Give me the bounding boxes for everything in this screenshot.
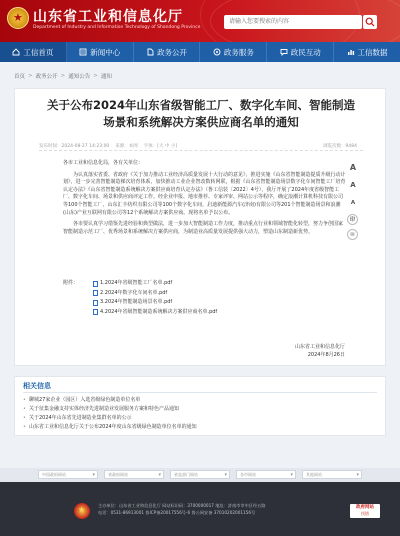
- pdf-icon: [93, 290, 98, 296]
- nav-item-news[interactable]: [67, 42, 134, 62]
- nav-label: 政务服务: [223, 47, 254, 57]
- attachment-name: 2.2024年数字化车间名单.pdf: [100, 289, 168, 296]
- signature-date: 2024年8月26日: [307, 352, 345, 358]
- signature-org: 山东省工业和信息化厅: [294, 344, 345, 350]
- search-input[interactable]: [224, 15, 362, 29]
- site-links-bar: [0, 468, 400, 482]
- related-link[interactable]: • 关于征集金融支持实体经济先进制造业发展服务方案和特色产品通知: [23, 405, 377, 414]
- attachment-link[interactable]: [93, 308, 217, 318]
- body-paragraph: 为认真落实省委、省政府《关于加力推动工业经济高质量发展十大行动的意见》，推进实施《山东省智能制造提质升级行动计划》，进一步完善智能制造梯次培育体系，加快推动工业企业智改数转网联，根据《山东省智能制造场景数字化车间智能工厂培育认定办法》《山东省智能制造系统解决方案供应商培育认定办法》（鲁工信装〔2022〕4号），我厅开展了2024年度省级智能工厂、数字化车间、场景和供应商评定工作。经企业申报、地市推荐、专家评审、网站公示等程序，确定浪潮计算机科技有限公司等100个智能工厂、山东汇丰纺织有限公司等100个数字化车间，启迪新能源汽车(济南)有限公司等201个智能制造场景和浪潮(山东)产业互联网有限公司等12个系统解决方案供应商。现将名单予以公布。: [63, 171, 346, 216]
- article-meta: [39, 141, 363, 151]
- links-select-cities[interactable]: 各市网站 ▾: [236, 470, 296, 479]
- links-select-departments[interactable]: 省直部门网站 ▾: [170, 470, 230, 479]
- email-share-button[interactable]: ✉: [347, 229, 358, 240]
- related-list: [23, 396, 377, 432]
- main-nav: [0, 42, 400, 62]
- attachment-link[interactable]: [93, 298, 217, 308]
- meta-font-size[interactable]: 字体：[大 中 小]: [143, 143, 178, 149]
- home-icon: [12, 48, 20, 56]
- article-title: 关于公布2024年山东省级智能工厂、数字化车间、智能制造场景和系统解决方案供应商名单的通知: [46, 98, 355, 129]
- site-title[interactable]: 山东省工业和信息化厅: [33, 9, 183, 25]
- nav-item-interaction[interactable]: [267, 42, 334, 62]
- links-select-province[interactable]: 省政府网站 ▾: [104, 470, 164, 479]
- signature-block: [295, 343, 345, 359]
- attachment-name: 3.2024年智能制造场景名单.pdf: [100, 299, 173, 305]
- service-icon: [213, 48, 221, 56]
- breadcrumb-separator: >: [28, 73, 33, 79]
- site-header: [0, 0, 400, 42]
- nav-label: 政民互动: [290, 47, 321, 57]
- footer-info: [98, 502, 266, 516]
- chat-icon: [280, 48, 288, 56]
- side-toolbar: [347, 160, 361, 244]
- breadcrumb-notices[interactable]: 通知公告: [68, 74, 91, 80]
- pdf-icon: [93, 300, 98, 306]
- related-title: 相关信息: [23, 382, 51, 390]
- font-small-button[interactable]: A: [350, 200, 356, 206]
- search-icon: [365, 17, 375, 27]
- breadcrumb-gov-open[interactable]: 政务公开: [35, 74, 58, 80]
- breadcrumb-separator: >: [60, 73, 66, 79]
- document-icon: [146, 48, 154, 56]
- nav-label: 政务公开: [157, 47, 188, 57]
- related-link[interactable]: • 聊城27家企业（园区）入选省级绿色制造单位名单: [23, 396, 377, 405]
- search-button[interactable]: [363, 15, 377, 29]
- pdf-icon: [93, 281, 98, 287]
- nav-item-gov-service[interactable]: [200, 42, 267, 62]
- links-select-gov[interactable]: 中国政府网站 ▾: [38, 470, 98, 479]
- links-select-other[interactable]: 其他网站 ▾: [302, 470, 362, 479]
- attachment-name: 4.2024年省级智能制造系统解决方案供应商名单.pdf: [100, 308, 218, 315]
- site-subtitle: Department of Industry and Information Technology of Shandong Province: [33, 25, 201, 30]
- breadcrumb-home[interactable]: 首页: [14, 74, 26, 80]
- article-card: [14, 88, 386, 366]
- font-large-button[interactable]: A: [349, 162, 357, 172]
- attachment-link[interactable]: [93, 289, 217, 299]
- attachment-link[interactable]: [93, 279, 217, 289]
- footer-line: 电话：0531-86913001 鲁ICP备20017556号-6 鲁公网安备 37010202001156号: [98, 510, 256, 515]
- related-link[interactable]: • 关于2024年山东省先进制造业集群名单的公示: [23, 414, 377, 423]
- site-footer: [0, 482, 400, 536]
- related-info: [14, 376, 386, 436]
- meta-views: 浏览次数：9484: [323, 143, 357, 149]
- badge-title: 政府网站: [356, 505, 374, 510]
- attachment-name: 1.2024年省级智能工厂名单.pdf: [100, 280, 173, 286]
- party-emblem-icon[interactable]: [74, 503, 90, 519]
- print-button[interactable]: 印: [347, 214, 358, 225]
- nav-label: 工信数据: [357, 47, 388, 57]
- gov-site-error-badge[interactable]: [350, 504, 380, 518]
- breadcrumb-separator: >: [93, 73, 98, 79]
- font-medium-button[interactable]: A: [350, 181, 356, 189]
- related-link[interactable]: • 山东省工业和信息化厅关于公布2024年度山东省级绿色制造单位名单的通知: [23, 423, 377, 432]
- data-icon: [347, 48, 355, 56]
- nav-label: 工信首页: [23, 47, 54, 57]
- badge-sub: 找错: [361, 511, 369, 516]
- meta-date: 发布时间：2024-08-27 14:23:00: [39, 143, 110, 149]
- body-paragraph: 各市要认真学习借鉴先进经验和典型做法，进一步加大智能制造工作力度，推动重点行业和领域智能化转型，努力争创国家智能制造示范工厂、优秀场景和系统解决方案供应商，为制造业高质量发展提供强大动力，塑造山东制造新优势。: [63, 221, 344, 235]
- nav-item-home[interactable]: [0, 42, 67, 62]
- nav-item-gov-open[interactable]: [134, 42, 201, 62]
- breadcrumb-current[interactable]: 通知: [100, 74, 112, 80]
- attachments-label: 附件：: [63, 280, 79, 286]
- national-emblem-icon: [7, 7, 29, 29]
- news-icon: [79, 48, 87, 56]
- breadcrumb: [14, 70, 386, 82]
- attachment-list: [93, 279, 217, 317]
- divider: [23, 392, 377, 393]
- footer-line: 主办单位：山东省工业和信息化厅 网站标识码：3700000017 地址：济南市市中区经五路: [98, 503, 266, 508]
- nav-label: 新闻中心: [90, 47, 121, 57]
- article-body: [63, 160, 347, 240]
- meta-source: 来源：本网: [115, 143, 138, 149]
- salutation: 各市工业和信息化局，各有关单位：: [63, 160, 144, 166]
- nav-item-data[interactable]: [334, 42, 400, 62]
- pdf-icon: [93, 309, 98, 315]
